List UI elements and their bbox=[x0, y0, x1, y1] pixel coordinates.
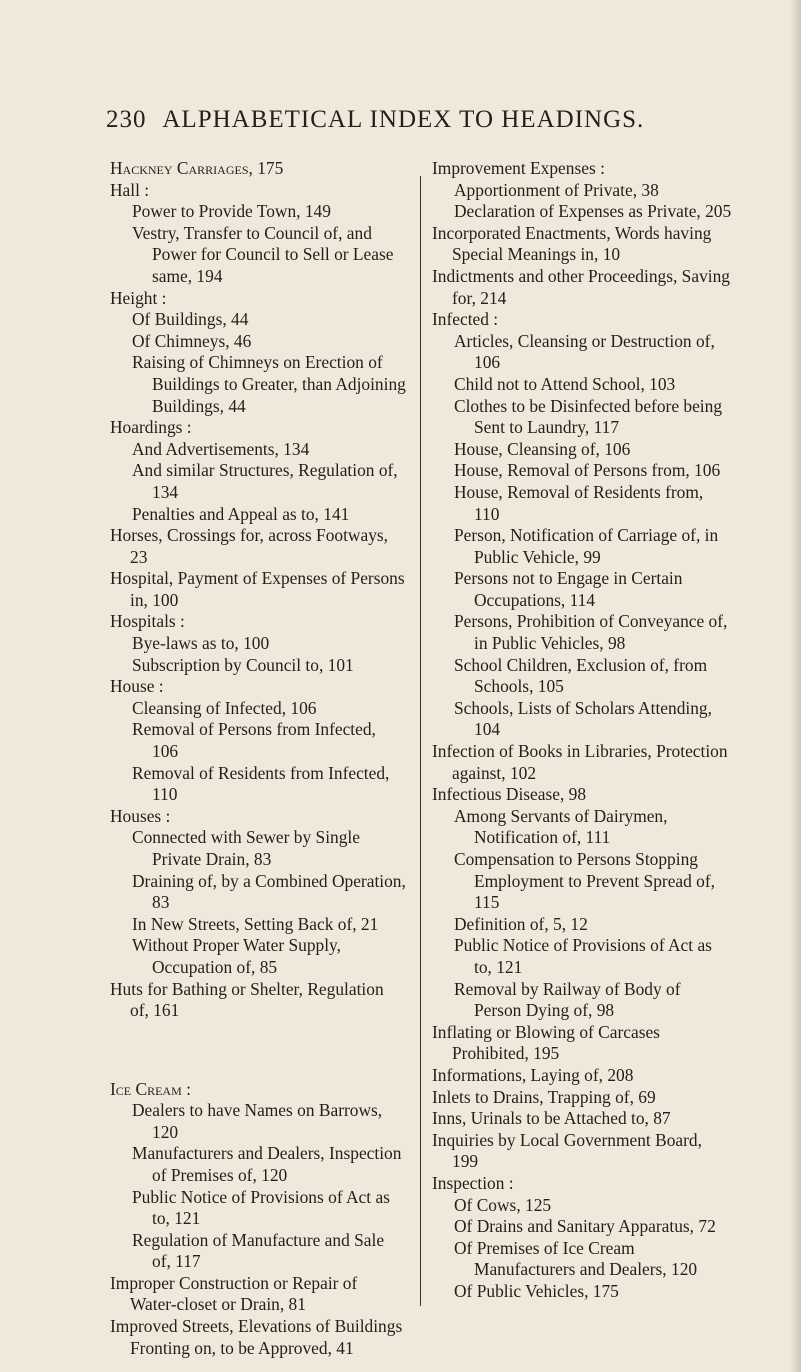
index-entry: Ice Cream : bbox=[110, 1078, 191, 1099]
index-entry: Infectious Disease, 98 bbox=[432, 784, 587, 805]
index-column-left bbox=[110, 158, 406, 1359]
page-number: 230 bbox=[106, 106, 147, 133]
index-entry: Improvement Expenses : bbox=[432, 158, 605, 178]
index-subentry: Dealers to have Names on Barrows, 120 bbox=[132, 1100, 383, 1142]
index-entry: Inquiries by Local Government Board, 199 bbox=[432, 1129, 702, 1172]
index-subentry: House, Removal of Residents from, 110 bbox=[454, 481, 704, 524]
index-subentry: Penalties and Appeal as to, 141 bbox=[132, 503, 350, 524]
index-subentry: Connected with Sewer by Single Private Drain, 83 bbox=[132, 827, 360, 869]
index-subentry: Power to Provide Town, 149 bbox=[132, 201, 331, 222]
index-entry: House : bbox=[110, 676, 164, 697]
index-entry: Houses : bbox=[110, 805, 171, 826]
index-subentry: Schools, Lists of Scholars Attending, 104 bbox=[454, 697, 712, 740]
index-subentry: Person, Notification of Carriage of, in Public Vehicle, 99 bbox=[454, 525, 719, 567]
index-column-right bbox=[432, 158, 732, 1302]
index-subentry: Apportionment of Private, 38 bbox=[454, 179, 659, 200]
index-subentry: Child not to Attend School, 103 bbox=[454, 373, 676, 394]
index-subentry: Manufacturers and Dealers, Inspection of Premises of, 120 bbox=[132, 1143, 402, 1185]
index-subentry: Of Buildings, 44 bbox=[132, 309, 249, 330]
page-title: ALPHABETICAL INDEX TO HEADINGS. bbox=[162, 106, 645, 133]
index-subentry: Cleansing of Infected, 106 bbox=[132, 697, 317, 718]
index-entry: Indictments and other Proceedings, Saving for, 214 bbox=[432, 265, 730, 308]
column-divider bbox=[420, 176, 421, 1306]
index-subentry: Bye-laws as to, 100 bbox=[132, 633, 270, 654]
index-subentry: Articles, Cleansing or Destruction of, 106 bbox=[454, 330, 715, 373]
index-subentry: In New Streets, Setting Back of, 21 bbox=[132, 913, 379, 934]
index-subentry: Removal of Residents from Infected, 110 bbox=[132, 762, 390, 805]
index-entry: Incorporated Enactments, Words having Special Meanings in, 10 bbox=[432, 222, 712, 265]
section-gap bbox=[110, 1039, 406, 1061]
index-entry: Informations, Laying of, 208 bbox=[432, 1064, 634, 1085]
index-subentry: Of Drains and Sanitary Apparatus, 72 bbox=[454, 1216, 716, 1237]
index-subentry: Among Servants of Dairymen, Notification of, 111 bbox=[454, 805, 668, 848]
index-subentry: Definition of, 5, 12 bbox=[454, 913, 588, 934]
index-entry: Huts for Bathing or Shelter, Regulation of, 161 bbox=[110, 978, 384, 1021]
index-entry: Hoardings : bbox=[110, 417, 192, 438]
index-subentry: Public Notice of Provisions of Act as to, 121 bbox=[454, 935, 712, 977]
index-subentry: Regulation of Manufacture and Sale of, 117 bbox=[132, 1229, 385, 1272]
index-entry: Hospital, Payment of Expenses of Persons in, 100 bbox=[110, 568, 405, 610]
index-entry: Hall : bbox=[110, 179, 150, 200]
index-entry: Inflating or Blowing of Carcases Prohibited, 195 bbox=[432, 1021, 660, 1064]
index-subentry: Clothes to be Disinfected before being Sent to Laundry, 117 bbox=[454, 395, 723, 438]
index-subentry: And Advertisements, 134 bbox=[132, 438, 310, 459]
index-entry: Improper Construction or Repair of Water-closet or Drain, 81 bbox=[110, 1272, 358, 1315]
index-subentry: Removal of Persons from Infected, 106 bbox=[132, 719, 376, 762]
index-entry: Inns, Urinals to be Attached to, 87 bbox=[432, 1108, 671, 1129]
index-entry: Improved Streets, Elevations of Buildings Fronting on, to be Approved, 41 bbox=[110, 1316, 403, 1358]
index-subentry: Persons, Prohibition of Conveyance of, in Public Vehicles, 98 bbox=[454, 611, 728, 654]
index-entry: Infection of Books in Libraries, Protection against, 102 bbox=[432, 741, 728, 783]
index-subentry: Compensation to Persons Stopping Employment to Prevent Spread of, 115 bbox=[454, 849, 716, 913]
index-subentry: Of Premises of Ice Cream Manufacturers and Dealers, 120 bbox=[454, 1237, 698, 1280]
page-edge-shadow bbox=[789, 0, 801, 1372]
index-entry: Height : bbox=[110, 287, 167, 308]
index-subentry: Of Public Vehicles, 175 bbox=[454, 1280, 619, 1301]
index-subentry: House, Cleansing of, 106 bbox=[454, 438, 631, 459]
index-subentry: Removal by Railway of Body of Person Dying of, 98 bbox=[454, 978, 681, 1021]
index-entry: Hackney Carriages, 175 bbox=[110, 158, 284, 178]
page-header bbox=[106, 106, 644, 134]
index-subentry: School Children, Exclusion of, from Schools, 105 bbox=[454, 654, 708, 697]
index-subentry: Without Proper Water Supply, Occupation of, 85 bbox=[132, 935, 341, 977]
index-subentry: Of Cows, 125 bbox=[454, 1194, 552, 1215]
index-subentry: House, Removal of Persons from, 106 bbox=[454, 460, 721, 481]
index-subentry: Draining of, by a Combined Operation, 83 bbox=[132, 870, 406, 913]
index-entry: Inspection : bbox=[432, 1172, 514, 1193]
index-entry: Horses, Crossings for, across Footways, 23 bbox=[110, 525, 389, 567]
index-entry: Infected : bbox=[432, 309, 499, 330]
index-subentry: Raising of Chimneys on Erection of Buildings to Greater, than Adjoining Buildings, 44 bbox=[132, 352, 406, 416]
index-subentry: Subscription by Council to, 101 bbox=[132, 654, 354, 675]
index-subentry: And similar Structures, Regulation of, 134 bbox=[132, 460, 398, 502]
index-entry: Inlets to Drains, Trapping of, 69 bbox=[432, 1086, 656, 1107]
index-subentry: Of Chimneys, 46 bbox=[132, 330, 252, 351]
index-entry: Hospitals : bbox=[110, 611, 185, 632]
index-subentry: Vestry, Transfer to Council of, and Power for Council to Sell or Lease same, 194 bbox=[132, 222, 394, 286]
index-subentry: Public Notice of Provisions of Act as to, 121 bbox=[132, 1186, 390, 1229]
index-subentry: Persons not to Engage in Certain Occupations, 114 bbox=[454, 568, 683, 610]
index-subentry: Declaration of Expenses as Private, 205 bbox=[454, 201, 732, 222]
